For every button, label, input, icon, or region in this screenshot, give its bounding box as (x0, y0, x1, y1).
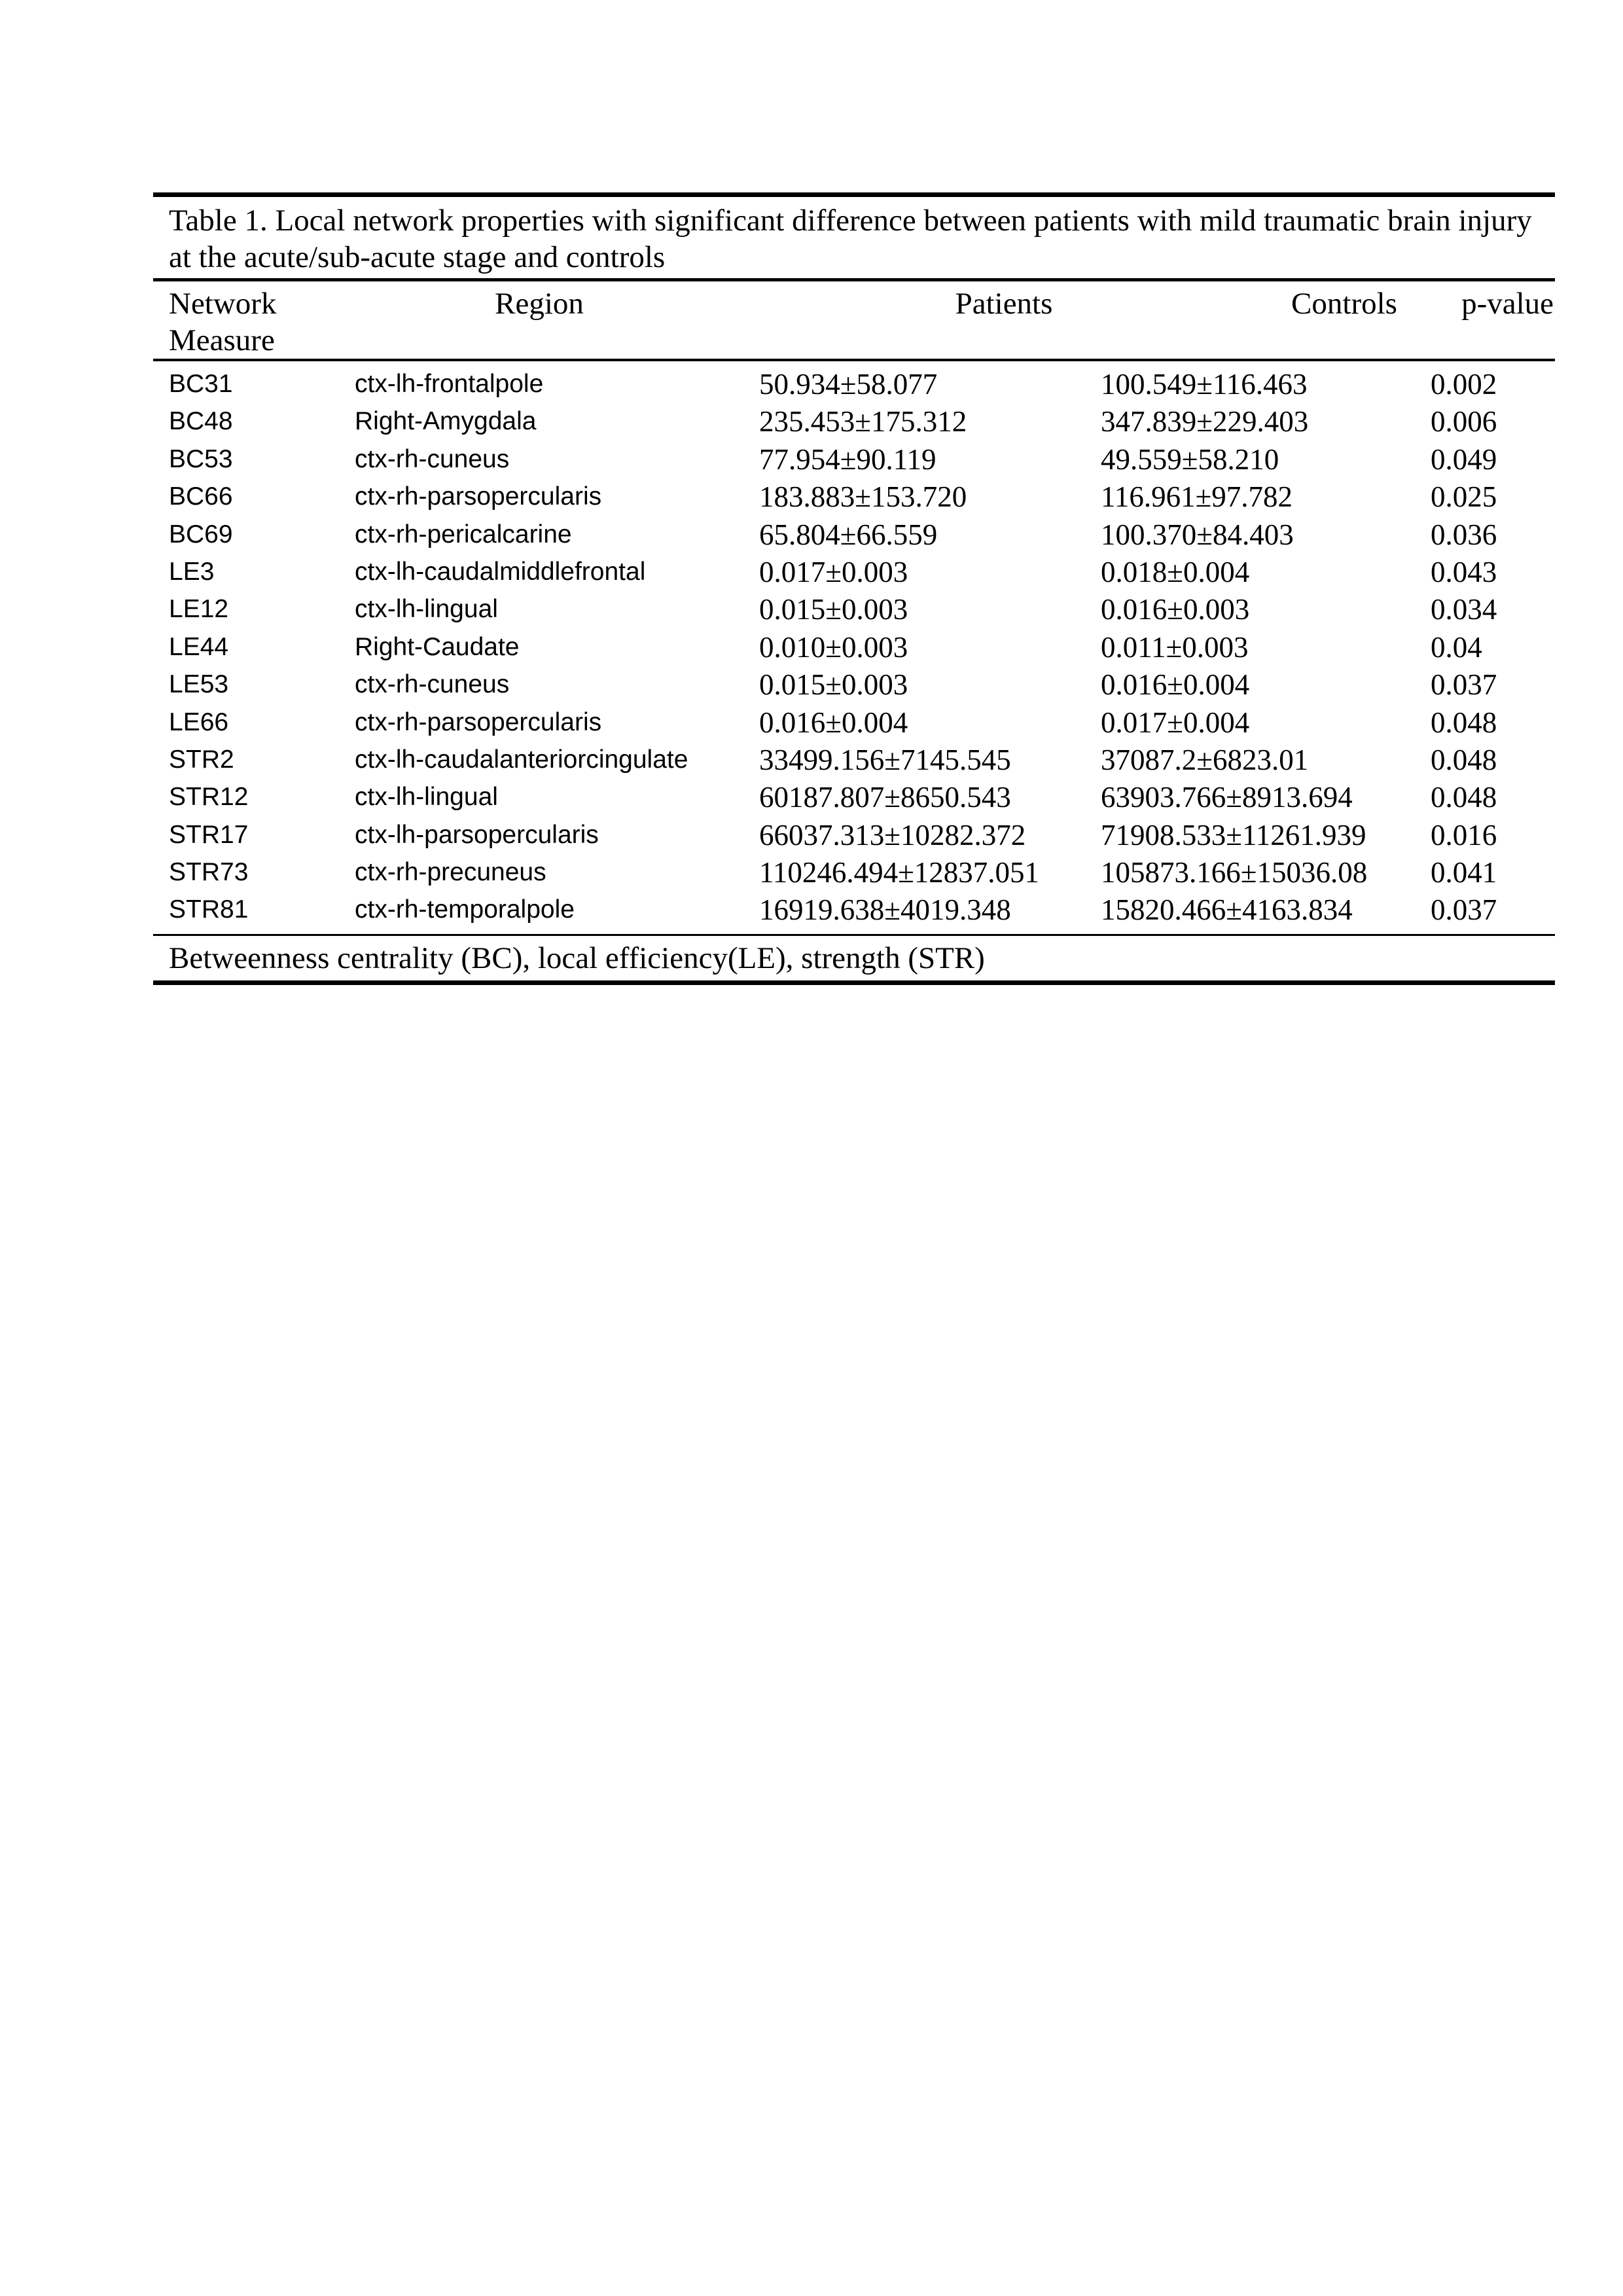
cell-p-value: 0.049 (1431, 442, 1497, 476)
cell-region: ctx-lh-parsopercularis (355, 820, 599, 849)
cell-network-measure: LE12 (169, 595, 229, 624)
table-row (153, 741, 1555, 778)
cell-patients: 66037.313±10282.372 (759, 818, 1026, 852)
table-row (153, 891, 1555, 928)
table-row (153, 403, 1555, 440)
cell-patients: 110246.494±12837.051 (759, 856, 1040, 889)
cell-p-value: 0.04 (1431, 630, 1482, 664)
table-row (153, 590, 1555, 628)
cell-p-value: 0.041 (1431, 856, 1497, 889)
cell-region: Right-Caudate (355, 632, 520, 661)
cell-p-value: 0.036 (1431, 518, 1497, 551)
table-row (153, 628, 1555, 666)
cell-controls: 0.011±0.003 (1101, 630, 1249, 664)
cell-patients: 183.883±153.720 (759, 480, 967, 514)
cell-network-measure: BC48 (169, 407, 233, 436)
cell-region: ctx-rh-temporalpole (355, 895, 575, 924)
table-row (153, 553, 1555, 590)
cell-patients: 33499.156±7145.545 (759, 743, 1011, 776)
cell-network-measure: BC66 (169, 482, 233, 511)
cell-region: ctx-rh-cuneus (355, 444, 510, 473)
cell-patients: 16919.638±4019.348 (759, 893, 1011, 927)
cell-controls: 105873.166±15036.08 (1101, 856, 1368, 889)
table-top-rule (153, 192, 1555, 197)
cell-region: ctx-lh-lingual (355, 595, 498, 624)
cell-network-measure: BC53 (169, 444, 233, 473)
table-row (153, 666, 1555, 703)
cell-p-value: 0.016 (1431, 818, 1497, 852)
cell-network-measure: BC69 (169, 520, 233, 548)
cell-network-measure: STR2 (169, 745, 234, 774)
cell-controls: 347.839±229.403 (1101, 405, 1309, 439)
table-caption: Table 1. Local network properties with significant difference between patients with mild traumatic brain injury at the acute/sub-acute stage and controls (169, 204, 1532, 274)
cell-patients: 235.453±175.312 (759, 405, 967, 439)
header-network-measure (169, 285, 276, 359)
cell-network-measure: BC31 (169, 370, 233, 398)
cell-network-measure: STR12 (169, 783, 249, 812)
cell-p-value: 0.043 (1431, 555, 1497, 588)
cell-network-measure: STR17 (169, 820, 249, 849)
table-header (153, 281, 1555, 359)
cell-controls: 0.016±0.003 (1101, 593, 1250, 626)
cell-p-value: 0.034 (1431, 593, 1497, 626)
cell-patients: 0.015±0.003 (759, 593, 908, 626)
cell-controls: 0.018±0.004 (1101, 555, 1250, 588)
cell-p-value: 0.048 (1431, 781, 1497, 814)
cell-controls: 37087.2±6823.01 (1101, 743, 1309, 776)
cell-patients: 0.016±0.004 (759, 706, 908, 739)
header-patients: Patients (955, 287, 1053, 321)
cell-controls: 116.961±97.782 (1101, 480, 1293, 514)
cell-region: ctx-rh-cuneus (355, 670, 510, 699)
header-p-value: p-value (1461, 287, 1554, 321)
table-footnote: Betweenness centrality (BC), local efficiency(LE), strength (STR) (169, 941, 985, 975)
cell-patients: 0.017±0.003 (759, 555, 908, 588)
cell-controls: 0.017±0.004 (1101, 706, 1250, 739)
cell-p-value: 0.025 (1431, 480, 1497, 514)
cell-region: ctx-rh-pericalcarine (355, 520, 572, 548)
table-body (153, 361, 1555, 934)
cell-patients: 50.934±58.077 (759, 368, 938, 401)
cell-network-measure: LE53 (169, 670, 229, 699)
cell-p-value: 0.002 (1431, 368, 1497, 401)
cell-region: ctx-lh-caudalanteriorcingulate (355, 745, 688, 774)
table-row (153, 704, 1555, 741)
header-measure-line2: Measure (169, 323, 275, 357)
cell-patients: 77.954±90.119 (759, 442, 936, 476)
header-controls: Controls (1291, 287, 1397, 321)
cell-region: ctx-lh-frontalpole (355, 370, 544, 398)
cell-p-value: 0.037 (1431, 893, 1497, 927)
cell-patients: 0.015±0.003 (759, 668, 908, 702)
cell-region: ctx-rh-precuneus (355, 858, 546, 887)
cell-controls: 71908.533±11261.939 (1101, 818, 1366, 852)
cell-patients: 60187.807±8650.543 (759, 781, 1011, 814)
cell-region: ctx-lh-caudalmiddlefrontal (355, 557, 646, 586)
table-row (153, 778, 1555, 816)
cell-controls: 63903.766±8913.694 (1101, 781, 1353, 814)
table-row (153, 478, 1555, 515)
cell-controls: 15820.466±4163.834 (1101, 893, 1353, 927)
cell-controls: 100.549±116.463 (1101, 368, 1308, 401)
table-row (153, 816, 1555, 853)
cell-p-value: 0.048 (1431, 743, 1497, 776)
cell-network-measure: LE3 (169, 557, 215, 586)
results-table (153, 192, 1555, 985)
cell-network-measure: LE44 (169, 632, 229, 661)
cell-controls: 49.559±58.210 (1101, 442, 1279, 476)
table-bottom-rule (153, 980, 1555, 985)
table-row (153, 516, 1555, 553)
cell-controls: 0.016±0.004 (1101, 668, 1250, 702)
header-measure-line1: Network (169, 287, 277, 321)
cell-network-measure: LE66 (169, 708, 229, 736)
cell-region: ctx-rh-parsopercularis (355, 708, 602, 736)
cell-region: ctx-rh-parsopercularis (355, 482, 602, 511)
cell-network-measure: STR73 (169, 858, 249, 887)
cell-p-value: 0.037 (1431, 668, 1497, 702)
table-row (153, 440, 1555, 478)
table-row (153, 853, 1555, 891)
cell-region: ctx-lh-lingual (355, 783, 498, 812)
table-row (153, 365, 1555, 403)
cell-region: Right-Amygdala (355, 407, 537, 436)
header-region: Region (495, 287, 584, 321)
cell-p-value: 0.006 (1431, 405, 1497, 439)
cell-patients: 0.010±0.003 (759, 630, 908, 664)
cell-network-measure: STR81 (169, 895, 249, 924)
cell-p-value: 0.048 (1431, 706, 1497, 739)
cell-controls: 100.370±84.403 (1101, 518, 1294, 551)
cell-patients: 65.804±66.559 (759, 518, 938, 551)
